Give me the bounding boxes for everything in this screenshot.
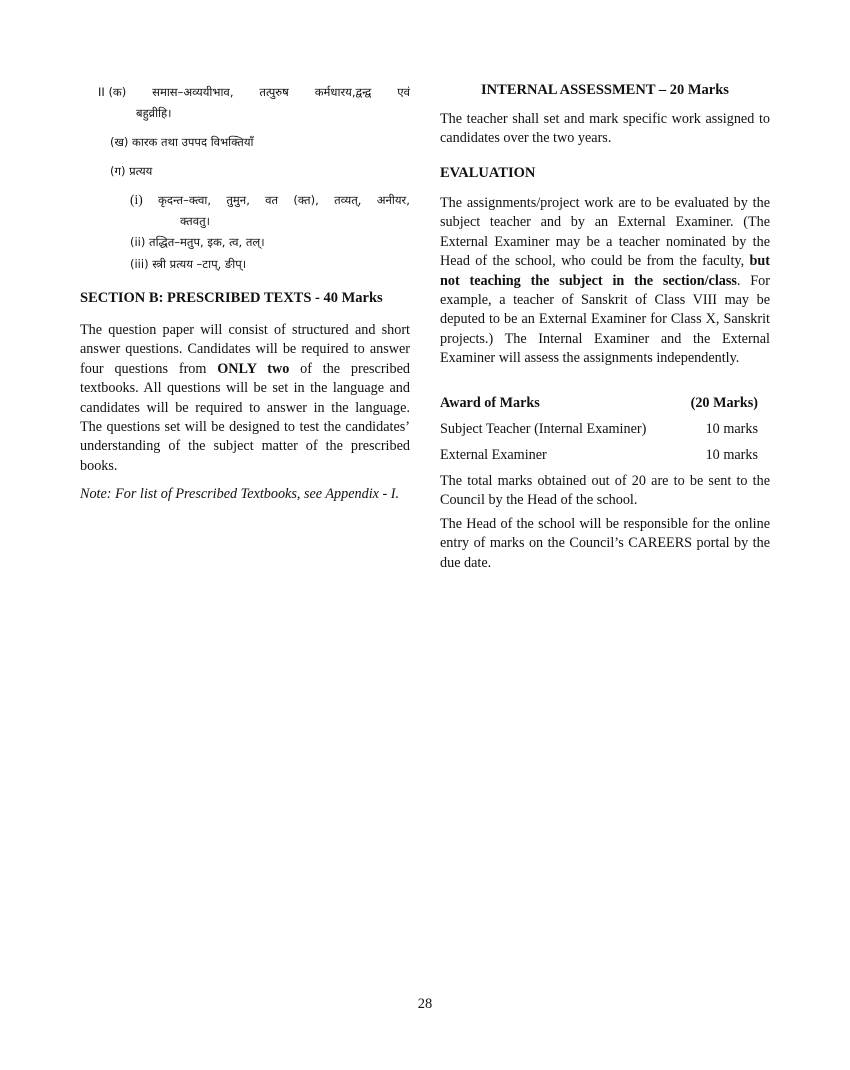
evaluation-heading: EVALUATION (440, 165, 536, 181)
samas-word-1: समास–अव्ययीभाव, (152, 85, 234, 99)
pratyaya-ii: (ii) तद्धित–मतुप, इक, त्व, तल्। (130, 235, 265, 249)
evaluation-emphasis: but not teaching the subject in the section/class (440, 253, 770, 289)
award-of-marks-total: (20 Marks) (690, 395, 758, 411)
section-b-text-1: The question paper will consist of structured and short answer questions. Candidates will be required to answer four questions from (80, 322, 410, 377)
krdanta-word-4: (क्त), (293, 193, 319, 207)
subject-teacher-label: Subject Teacher (Internal Examiner) (440, 421, 647, 437)
award-of-marks-row (440, 395, 758, 412)
pratyaya-i-row (130, 190, 410, 210)
item-ka-continuation: बहुव्रीहि। (136, 106, 172, 120)
samas-word-3: कर्मधारय,द्वन्द्व (314, 85, 372, 99)
subject-teacher-marks: 10 marks (705, 421, 758, 437)
pratyaya-i-continuation: क्तवतु। (180, 214, 211, 228)
item-ga: (ग) प्रत्यय (110, 164, 153, 178)
pratyaya-i-label: (i) (130, 192, 143, 207)
prescribed-textbooks-note: Note: For list of Prescribed Textbooks, see Appendix - I. (80, 486, 400, 502)
external-examiner-row (440, 447, 758, 464)
item-kha: (ख) कारक तथा उपपद विभक्तियाँ (110, 135, 254, 149)
item-ka-row (98, 82, 410, 102)
internal-assessment-heading: INTERNAL ASSESSMENT – 20 Marks (481, 82, 729, 98)
pratyaya-iii: (iii) स्त्री प्रत्यय –टाप्, ङीप्। (130, 257, 247, 271)
award-of-marks-label: Award of Marks (440, 395, 540, 411)
total-marks-paragraph: The total marks obtained out of 20 are to be sent to the Council by the Head of the school. (440, 473, 770, 509)
evaluation-paragraph (440, 194, 770, 369)
samas-word-4: एवं (397, 85, 410, 99)
section-b-text-2: of the prescribed textbooks. All questions will be set in the language and candidates will be required to answer in the language. The questions set will be designed to test the candidates’ understanding of the subject matter of the prescribed books. (80, 360, 410, 474)
section-b-emphasis: ONLY two (217, 360, 290, 377)
section-b-paragraph (80, 321, 410, 476)
subject-teacher-row (440, 421, 758, 438)
krdanta-word-1: कृदन्त–क्त्वा, (158, 193, 212, 207)
krdanta-word-2: तुमुन, (226, 193, 250, 207)
samas-word-2: तत्पुरुष (259, 85, 289, 99)
krdanta-word-3: वत (265, 193, 279, 207)
section-b-heading: SECTION B: PRESCRIBED TEXTS - 40 Marks (80, 290, 383, 306)
evaluation-text-2: . For example, a teacher of Sanskrit of Class VIII may be deputed to be an External Examiner for Class X, Sanskrit projects.) The Internal Examiner and the External Examiner will assess the assignments independently. (440, 272, 770, 367)
internal-assessment-paragraph: The teacher shall set and mark specific work assigned to candidates over the two years. (440, 111, 770, 147)
external-examiner-marks: 10 marks (705, 447, 758, 463)
head-of-school-paragraph: The Head of the school will be responsible for the online entry of marks on the Council’s CAREERS portal by the due date. (440, 516, 770, 571)
evaluation-text-1: The assignments/project work are to be evaluated by the subject teacher and by an External Examiner. (The External Examiner may be a teacher nominated by the Head of the school, who could be from the faculty, (440, 195, 770, 270)
krdanta-word-5: तव्यत्, (334, 193, 362, 207)
krdanta-word-6: अनीयर, (376, 193, 410, 207)
item-ka-prefix: II (क) (98, 85, 127, 99)
page-number: 28 (417, 996, 433, 1012)
external-examiner-label: External Examiner (440, 447, 547, 463)
